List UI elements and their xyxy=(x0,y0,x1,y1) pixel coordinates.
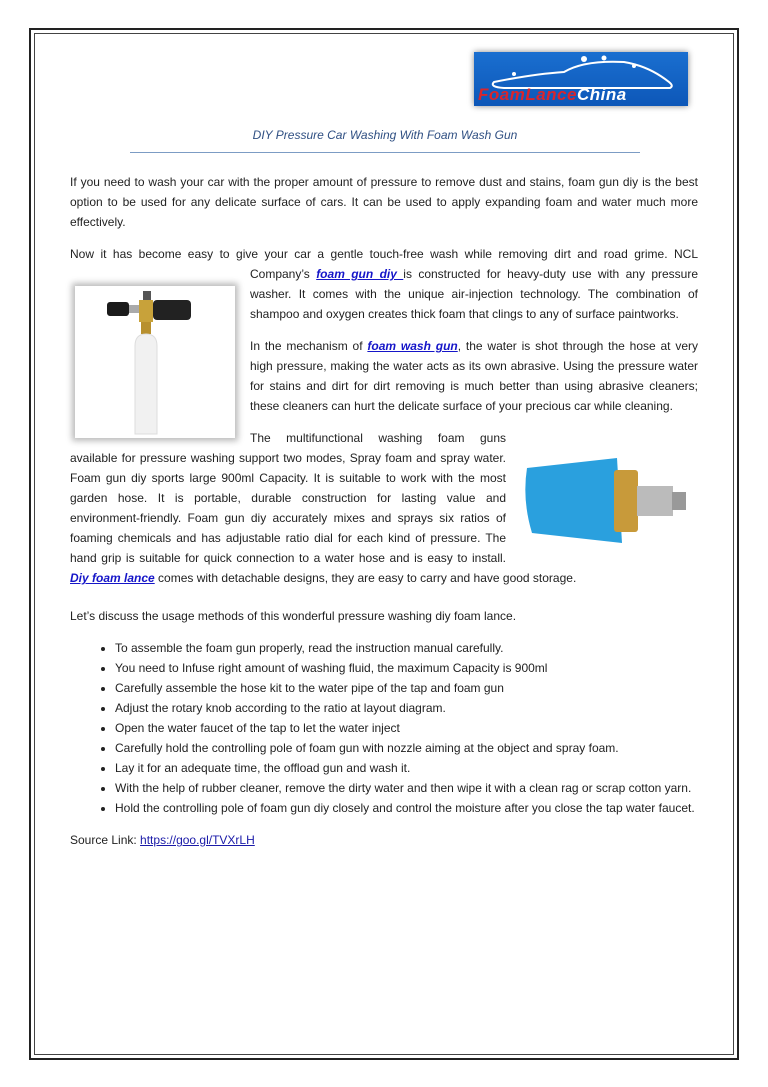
link-foam-wash-gun[interactable]: foam wash gun xyxy=(367,339,458,353)
list-item: • Open the water faucet of the tap to let the water inject xyxy=(115,718,698,738)
foamlance-china-logo xyxy=(474,52,688,106)
source-line: Source Link: https://goo.gl/TVXrLH xyxy=(70,833,255,847)
link-foam-gun-diy[interactable]: foam gun diy xyxy=(316,267,404,281)
list-item: • With the help of rubber cleaner, remove the dirty water and then wipe it with a clean rag or scrap cotton yarn. xyxy=(115,778,698,798)
list-item: • To assemble the foam gun properly, read the instruction manual carefully. xyxy=(115,638,698,658)
paragraph-multifunctional: The multifunctional washing foam guns available for pressure washing support two modes, Spray foam and spray water. Foam gun diy sports large 900ml Capacity. It is suitable to work with the most garden hose. It is portable, durable construction for lasting value and environment-friendly. Foam gun diy accurately mixes and sprays six ratios of foaming chemicals and has adjustable ratio dial for each kind of pressure. The hand grip is suitable for quick connection to a water hose and is easy to install. Diy foam lance comes with detachable designs, they are easy to carry and have good storage. xyxy=(70,428,698,588)
paragraph-usage-intro: Let’s discuss the usage methods of this wonderful pressure washing diy foam lance. xyxy=(70,609,517,623)
source-link[interactable]: https://goo.gl/TVXrLH xyxy=(140,833,255,847)
usage-steps-list xyxy=(70,638,698,818)
link-diy-foam-lance[interactable]: Diy foam lance xyxy=(70,571,155,585)
document-body xyxy=(70,172,698,862)
document-title: DIY Pressure Car Washing With Foam Wash Gun xyxy=(252,128,518,142)
list-item: • You need to Infuse right amount of washing fluid, the maximum Capacity is 900ml xyxy=(115,658,698,678)
list-item: • Hold the controlling pole of foam gun diy closely and control the moisture after you close the tap water faucet. xyxy=(115,798,698,818)
list-item: • Carefully assemble the hose kit to the water pipe of the tap and foam gun xyxy=(115,678,698,698)
foam-bottle-image xyxy=(75,286,235,438)
logo-text: FoamLanceChina xyxy=(478,85,627,104)
list-item: • Carefully hold the controlling pole of foam gun with nozzle aiming at the object and spray foam. xyxy=(115,738,698,758)
paragraph-intro: If you need to wash your car with the proper amount of pressure to remove dust and stains, foam gun diy is the best option to be used for any delicate surface of cars. It can be used to apply expanding foam and water much more effectively. xyxy=(70,175,698,229)
paragraph-mechanism: In the mechanism of foam wash gun, the water is shot through the hose at very high pressure, making the water acts as its own abrasive. Using the pressure water for stains and dirt for dirt removing is much better than using abrasive cleaners; these cleaners can hurt the delicate surface of your precious car while cleaning. xyxy=(250,339,699,413)
list-item: • Lay it for an adequate time, the offload gun and wash it. xyxy=(115,758,698,778)
list-item: • Adjust the rotary knob according to the ratio at layout diagram. xyxy=(115,698,698,718)
title-divider xyxy=(130,152,640,153)
paragraph-ncl: Now it has become easy to give your car a gentle touch-free wash while removing dirt and road grime. NCL Company’s foam gun diy is constructed for heavy-duty use with any pressure washer. It comes with the unique air-injection technology. The combination of shampoo and oxygen creates thick foam that clings to any of surface paintworks. xyxy=(70,244,698,324)
blue-nozzle-image xyxy=(522,448,698,560)
